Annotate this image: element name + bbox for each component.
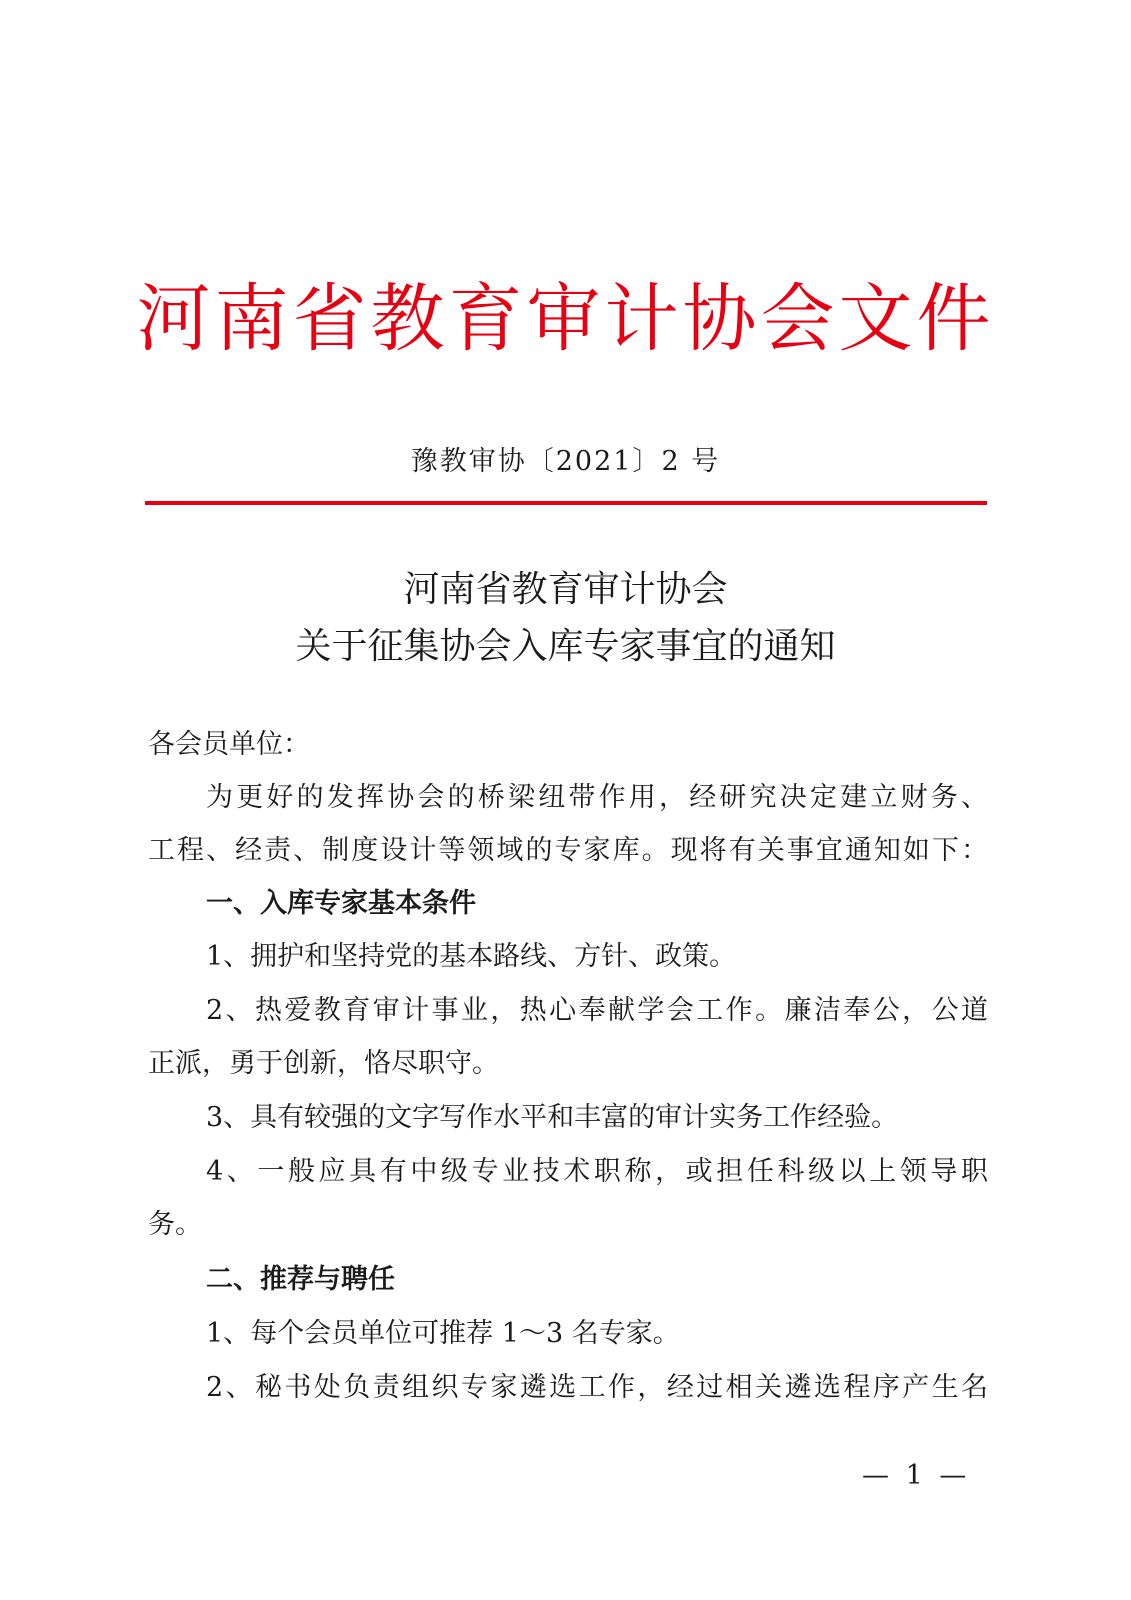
notice-title-line-1: 河南省教育审计协会 xyxy=(403,569,728,610)
org-document-header: 河南省教育审计协会文件 xyxy=(136,276,995,362)
red-divider-line xyxy=(145,501,987,505)
notice-title-line-2: 关于征集协会入库专家事宜的通知 xyxy=(295,626,836,667)
section1-item-4-line-2: 务。 xyxy=(148,1209,202,1240)
page-number: — 1 — xyxy=(862,1460,971,1491)
salutation: 各会员单位： xyxy=(148,729,310,760)
section1-item-1: 1、拥护和坚持党的基本路线、方针、政策。 xyxy=(206,941,737,972)
intro-paragraph-line-1: 为更好的发挥协会的桥梁纽带作用，经研究决定建立财务、 xyxy=(206,782,988,813)
section-heading-2: 二、推荐与聘任 xyxy=(206,1264,395,1295)
section2-item-1: 1、每个会员单位可推荐 1～3 名专家。 xyxy=(206,1318,680,1349)
document-number: 豫教审协〔2021〕2 号 xyxy=(410,446,721,477)
intro-paragraph-line-2: 工程、经责、制度设计等领域的专家库。现将有关事宜通知如下： xyxy=(148,835,988,866)
section1-item-3: 3、具有较强的文字写作水平和丰富的审计实务工作经验。 xyxy=(206,1102,899,1133)
section1-item-2-line-1: 2、热爱教育审计事业，热心奉献学会工作。廉洁奉公，公道 xyxy=(206,995,988,1026)
section1-item-2-line-2: 正派，勇于创新，恪尽职守。 xyxy=(148,1048,499,1079)
section-heading-1: 一、入库专家基本条件 xyxy=(206,888,476,919)
section1-item-4-line-1: 4、一般应具有中级专业技术职称，或担任科级以上领导职 xyxy=(206,1156,988,1187)
section2-item-2-line-1: 2、秘书处负责组织专家遴选工作，经过相关遴选程序产生名 xyxy=(206,1372,988,1403)
